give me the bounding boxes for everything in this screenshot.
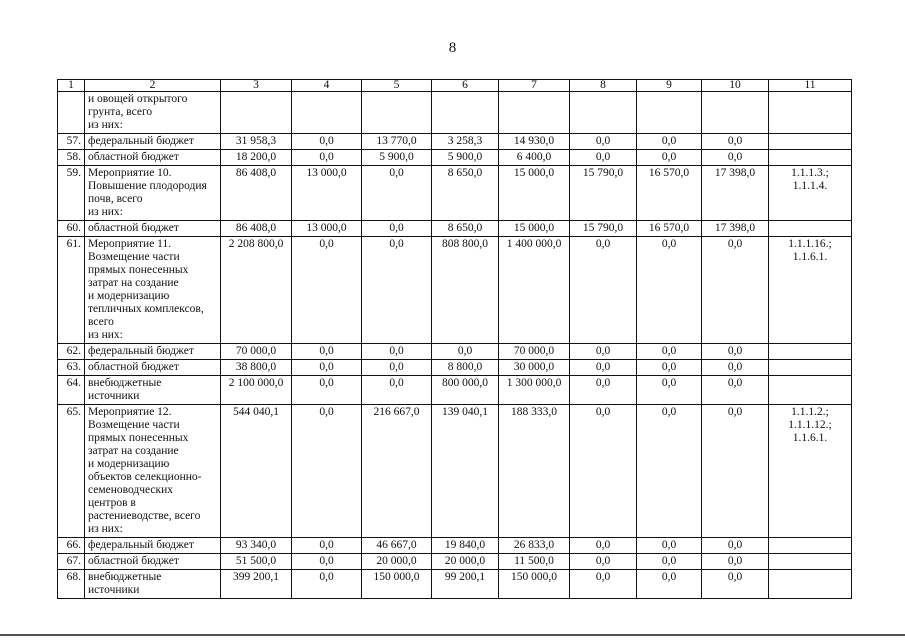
column-header: 4	[292, 80, 362, 92]
row-name	[85, 360, 221, 376]
value-cell: 2 100 000,0	[221, 376, 292, 405]
value-cell: 0,0	[292, 376, 362, 405]
row-name	[85, 134, 221, 150]
table-row	[58, 237, 852, 344]
table-row	[58, 134, 852, 150]
value-cell: 15 000,0	[499, 166, 570, 221]
value-cell: 0,0	[702, 360, 769, 376]
value-cell: 0,0	[637, 405, 702, 538]
value-cell: 139 040,1	[432, 405, 499, 538]
value-cell: 70 000,0	[499, 344, 570, 360]
scan-edge	[0, 634, 905, 636]
row-name-line: прямых понесенных	[88, 264, 189, 276]
value-cell: 0,0	[292, 538, 362, 554]
row-name-line: из них:	[88, 119, 123, 131]
value-cell: 0,0	[570, 554, 637, 570]
value-cell: 15 790,0	[570, 221, 637, 237]
value-cell: 99 200,1	[432, 570, 499, 599]
table-row	[58, 221, 852, 237]
value-cell: 6 400,0	[499, 150, 570, 166]
row-name	[85, 221, 221, 237]
row-number: 59.	[58, 166, 85, 221]
value-cell: 0,0	[637, 150, 702, 166]
value-cell	[432, 92, 499, 134]
column-header: 3	[221, 80, 292, 92]
value-cell: 150 000,0	[499, 570, 570, 599]
column-header: 8	[570, 80, 637, 92]
row-name	[85, 570, 221, 599]
value-cell: 0,0	[292, 344, 362, 360]
reference-cell	[769, 570, 852, 599]
row-number: 64.	[58, 376, 85, 405]
reference-cell	[769, 166, 852, 221]
reference-line: 1.1.6.1.	[792, 432, 828, 444]
reference-line: 1.1.1.2.;	[791, 406, 829, 418]
value-cell: 0,0	[292, 237, 362, 344]
value-cell: 544 040,1	[221, 405, 292, 538]
value-cell: 31 958,3	[221, 134, 292, 150]
row-name	[85, 150, 221, 166]
row-name-line: затрат на создание	[88, 277, 179, 289]
value-cell: 70 000,0	[221, 344, 292, 360]
value-cell: 0,0	[637, 538, 702, 554]
row-name-line: из них:	[88, 329, 123, 341]
table-row	[58, 166, 852, 221]
value-cell: 51 500,0	[221, 554, 292, 570]
value-cell: 8 800,0	[432, 360, 499, 376]
value-cell: 17 398,0	[702, 166, 769, 221]
value-cell: 0,0	[292, 405, 362, 538]
value-cell: 0,0	[570, 405, 637, 538]
row-number: 60.	[58, 221, 85, 237]
table-row	[58, 538, 852, 554]
value-cell: 86 408,0	[221, 221, 292, 237]
row-name-line: затрат на создание	[88, 445, 179, 457]
row-name-line: внебюджетные	[88, 571, 162, 583]
value-cell: 16 570,0	[637, 166, 702, 221]
value-cell: 5 900,0	[362, 150, 432, 166]
table-row	[58, 376, 852, 405]
value-cell: 46 667,0	[362, 538, 432, 554]
value-cell: 0,0	[570, 344, 637, 360]
row-name-line: объектов селекционно-	[88, 471, 202, 483]
value-cell: 5 900,0	[432, 150, 499, 166]
table-row	[58, 570, 852, 599]
value-cell: 0,0	[570, 150, 637, 166]
value-cell: 0,0	[362, 166, 432, 221]
column-header: 9	[637, 80, 702, 92]
value-cell	[292, 92, 362, 134]
value-cell: 26 833,0	[499, 538, 570, 554]
value-cell: 0,0	[637, 554, 702, 570]
table-row	[58, 92, 852, 134]
row-number: 66.	[58, 538, 85, 554]
row-number: 57.	[58, 134, 85, 150]
row-name-line: из них:	[88, 523, 123, 535]
row-name-line: федеральный бюджет	[88, 345, 194, 357]
value-cell: 38 800,0	[221, 360, 292, 376]
value-cell: 0,0	[637, 237, 702, 344]
value-cell: 14 930,0	[499, 134, 570, 150]
value-cell: 0,0	[637, 376, 702, 405]
row-name-line: Возмещение части	[88, 251, 180, 263]
value-cell: 19 840,0	[432, 538, 499, 554]
value-cell: 0,0	[702, 237, 769, 344]
value-cell: 1 400 000,0	[499, 237, 570, 344]
value-cell	[637, 92, 702, 134]
row-name	[85, 554, 221, 570]
value-cell: 20 000,0	[432, 554, 499, 570]
row-name	[85, 405, 221, 538]
row-number: 58.	[58, 150, 85, 166]
value-cell: 0,0	[292, 134, 362, 150]
value-cell: 18 200,0	[221, 150, 292, 166]
value-cell: 0,0	[570, 376, 637, 405]
reference-line: 1.1.1.4.	[792, 180, 828, 192]
row-number: 61.	[58, 237, 85, 344]
value-cell: 0,0	[637, 570, 702, 599]
row-name	[85, 376, 221, 405]
value-cell: 0,0	[362, 237, 432, 344]
row-name-line: федеральный бюджет	[88, 539, 194, 551]
value-cell: 0,0	[702, 570, 769, 599]
column-header: 10	[702, 80, 769, 92]
value-cell: 399 200,1	[221, 570, 292, 599]
row-name-line: растениеводстве, всего	[88, 510, 201, 522]
table-row	[58, 405, 852, 538]
row-name-line: внебюджетные	[88, 377, 162, 389]
column-header: 11	[769, 80, 852, 92]
row-name-line: семеноводческих	[88, 484, 174, 496]
value-cell: 16 570,0	[637, 221, 702, 237]
row-name-line: и модернизацию	[88, 290, 170, 302]
reference-cell	[769, 344, 852, 360]
value-cell: 0,0	[637, 360, 702, 376]
row-name-line: областной бюджет	[88, 222, 179, 234]
value-cell: 0,0	[637, 344, 702, 360]
value-cell: 0,0	[362, 221, 432, 237]
value-cell: 0,0	[702, 150, 769, 166]
value-cell	[702, 92, 769, 134]
row-name-line: областной бюджет	[88, 555, 179, 567]
reference-cell	[769, 150, 852, 166]
value-cell: 808 800,0	[432, 237, 499, 344]
value-cell: 13 000,0	[292, 166, 362, 221]
reference-cell	[769, 360, 852, 376]
row-number	[58, 92, 85, 134]
value-cell: 0,0	[702, 376, 769, 405]
reference-line: 1.1.1.12.;	[788, 419, 832, 431]
value-cell: 93 340,0	[221, 538, 292, 554]
column-header: 7	[499, 80, 570, 92]
reference-cell	[769, 237, 852, 344]
value-cell: 150 000,0	[362, 570, 432, 599]
value-cell: 216 667,0	[362, 405, 432, 538]
reference-cell	[769, 221, 852, 237]
value-cell: 0,0	[570, 570, 637, 599]
reference-line: 1.1.1.16.;	[788, 238, 832, 250]
value-cell: 0,0	[292, 150, 362, 166]
row-name-line: тепличных комплексов,	[88, 303, 204, 315]
row-name-line: источники	[88, 390, 140, 402]
value-cell	[362, 92, 432, 134]
row-number: 65.	[58, 405, 85, 538]
value-cell: 0,0	[637, 134, 702, 150]
value-cell: 15 790,0	[570, 166, 637, 221]
row-name	[85, 237, 221, 344]
table-row	[58, 150, 852, 166]
value-cell: 0,0	[362, 360, 432, 376]
value-cell: 30 000,0	[499, 360, 570, 376]
reference-cell	[769, 538, 852, 554]
reference-line: 1.1.1.3.;	[791, 167, 829, 179]
value-cell: 11 500,0	[499, 554, 570, 570]
value-cell: 0,0	[570, 538, 637, 554]
row-name-line: Мероприятие 11.	[88, 238, 172, 250]
value-cell	[221, 92, 292, 134]
value-cell: 0,0	[702, 405, 769, 538]
value-cell: 0,0	[570, 134, 637, 150]
value-cell: 3 258,3	[432, 134, 499, 150]
value-cell: 0,0	[570, 360, 637, 376]
reference-cell	[769, 92, 852, 134]
value-cell: 13 770,0	[362, 134, 432, 150]
value-cell: 800 000,0	[432, 376, 499, 405]
value-cell: 0,0	[702, 538, 769, 554]
row-name-line: почв, всего	[88, 193, 143, 205]
column-header: 5	[362, 80, 432, 92]
row-name-line: Повышение плодородия	[88, 180, 207, 192]
value-cell: 0,0	[702, 554, 769, 570]
value-cell: 1 300 000,0	[499, 376, 570, 405]
value-cell: 188 333,0	[499, 405, 570, 538]
row-name-line: Мероприятие 12.	[88, 406, 172, 418]
value-cell: 0,0	[292, 360, 362, 376]
budget-table	[57, 79, 852, 599]
value-cell: 2 208 800,0	[221, 237, 292, 344]
table-row	[58, 344, 852, 360]
value-cell	[499, 92, 570, 134]
reference-cell	[769, 405, 852, 538]
row-name-line: грунта, всего	[88, 106, 153, 118]
row-name	[85, 344, 221, 360]
column-header: 6	[432, 80, 499, 92]
value-cell: 0,0	[570, 237, 637, 344]
value-cell: 0,0	[362, 376, 432, 405]
row-number: 63.	[58, 360, 85, 376]
value-cell: 0,0	[702, 134, 769, 150]
row-name-line: федеральный бюджет	[88, 135, 194, 147]
column-header: 1	[58, 80, 85, 92]
reference-cell	[769, 376, 852, 405]
reference-cell	[769, 134, 852, 150]
value-cell: 8 650,0	[432, 221, 499, 237]
table-header-row	[58, 80, 852, 92]
value-cell: 0,0	[292, 570, 362, 599]
reference-cell	[769, 554, 852, 570]
column-header: 2	[85, 80, 221, 92]
row-name-line: источники	[88, 584, 140, 596]
row-name-line: областной бюджет	[88, 151, 179, 163]
value-cell: 13 000,0	[292, 221, 362, 237]
table-row	[58, 554, 852, 570]
row-name-line: областной бюджет	[88, 361, 179, 373]
row-number: 68.	[58, 570, 85, 599]
value-cell: 0,0	[432, 344, 499, 360]
value-cell: 17 398,0	[702, 221, 769, 237]
row-name-line: всего	[88, 316, 114, 328]
row-name-line: Мероприятие 10.	[88, 167, 172, 179]
reference-line: 1.1.6.1.	[792, 251, 828, 263]
value-cell: 0,0	[702, 344, 769, 360]
row-name	[85, 92, 221, 134]
row-number: 62.	[58, 344, 85, 360]
row-name-line: прямых понесенных	[88, 432, 189, 444]
value-cell: 86 408,0	[221, 166, 292, 221]
row-name-line: и модернизацию	[88, 458, 170, 470]
value-cell: 0,0	[362, 344, 432, 360]
value-cell: 20 000,0	[362, 554, 432, 570]
value-cell: 0,0	[292, 554, 362, 570]
value-cell: 15 000,0	[499, 221, 570, 237]
value-cell: 8 650,0	[432, 166, 499, 221]
row-name	[85, 538, 221, 554]
row-name-line: из них:	[88, 206, 123, 218]
row-name-line: центров в	[88, 497, 136, 509]
page-number: 8	[448, 40, 457, 56]
row-number: 67.	[58, 554, 85, 570]
row-name-line: и овощей открытого	[88, 93, 188, 105]
table-row	[58, 360, 852, 376]
value-cell	[570, 92, 637, 134]
row-name-line: Возмещение части	[88, 419, 180, 431]
row-name	[85, 166, 221, 221]
